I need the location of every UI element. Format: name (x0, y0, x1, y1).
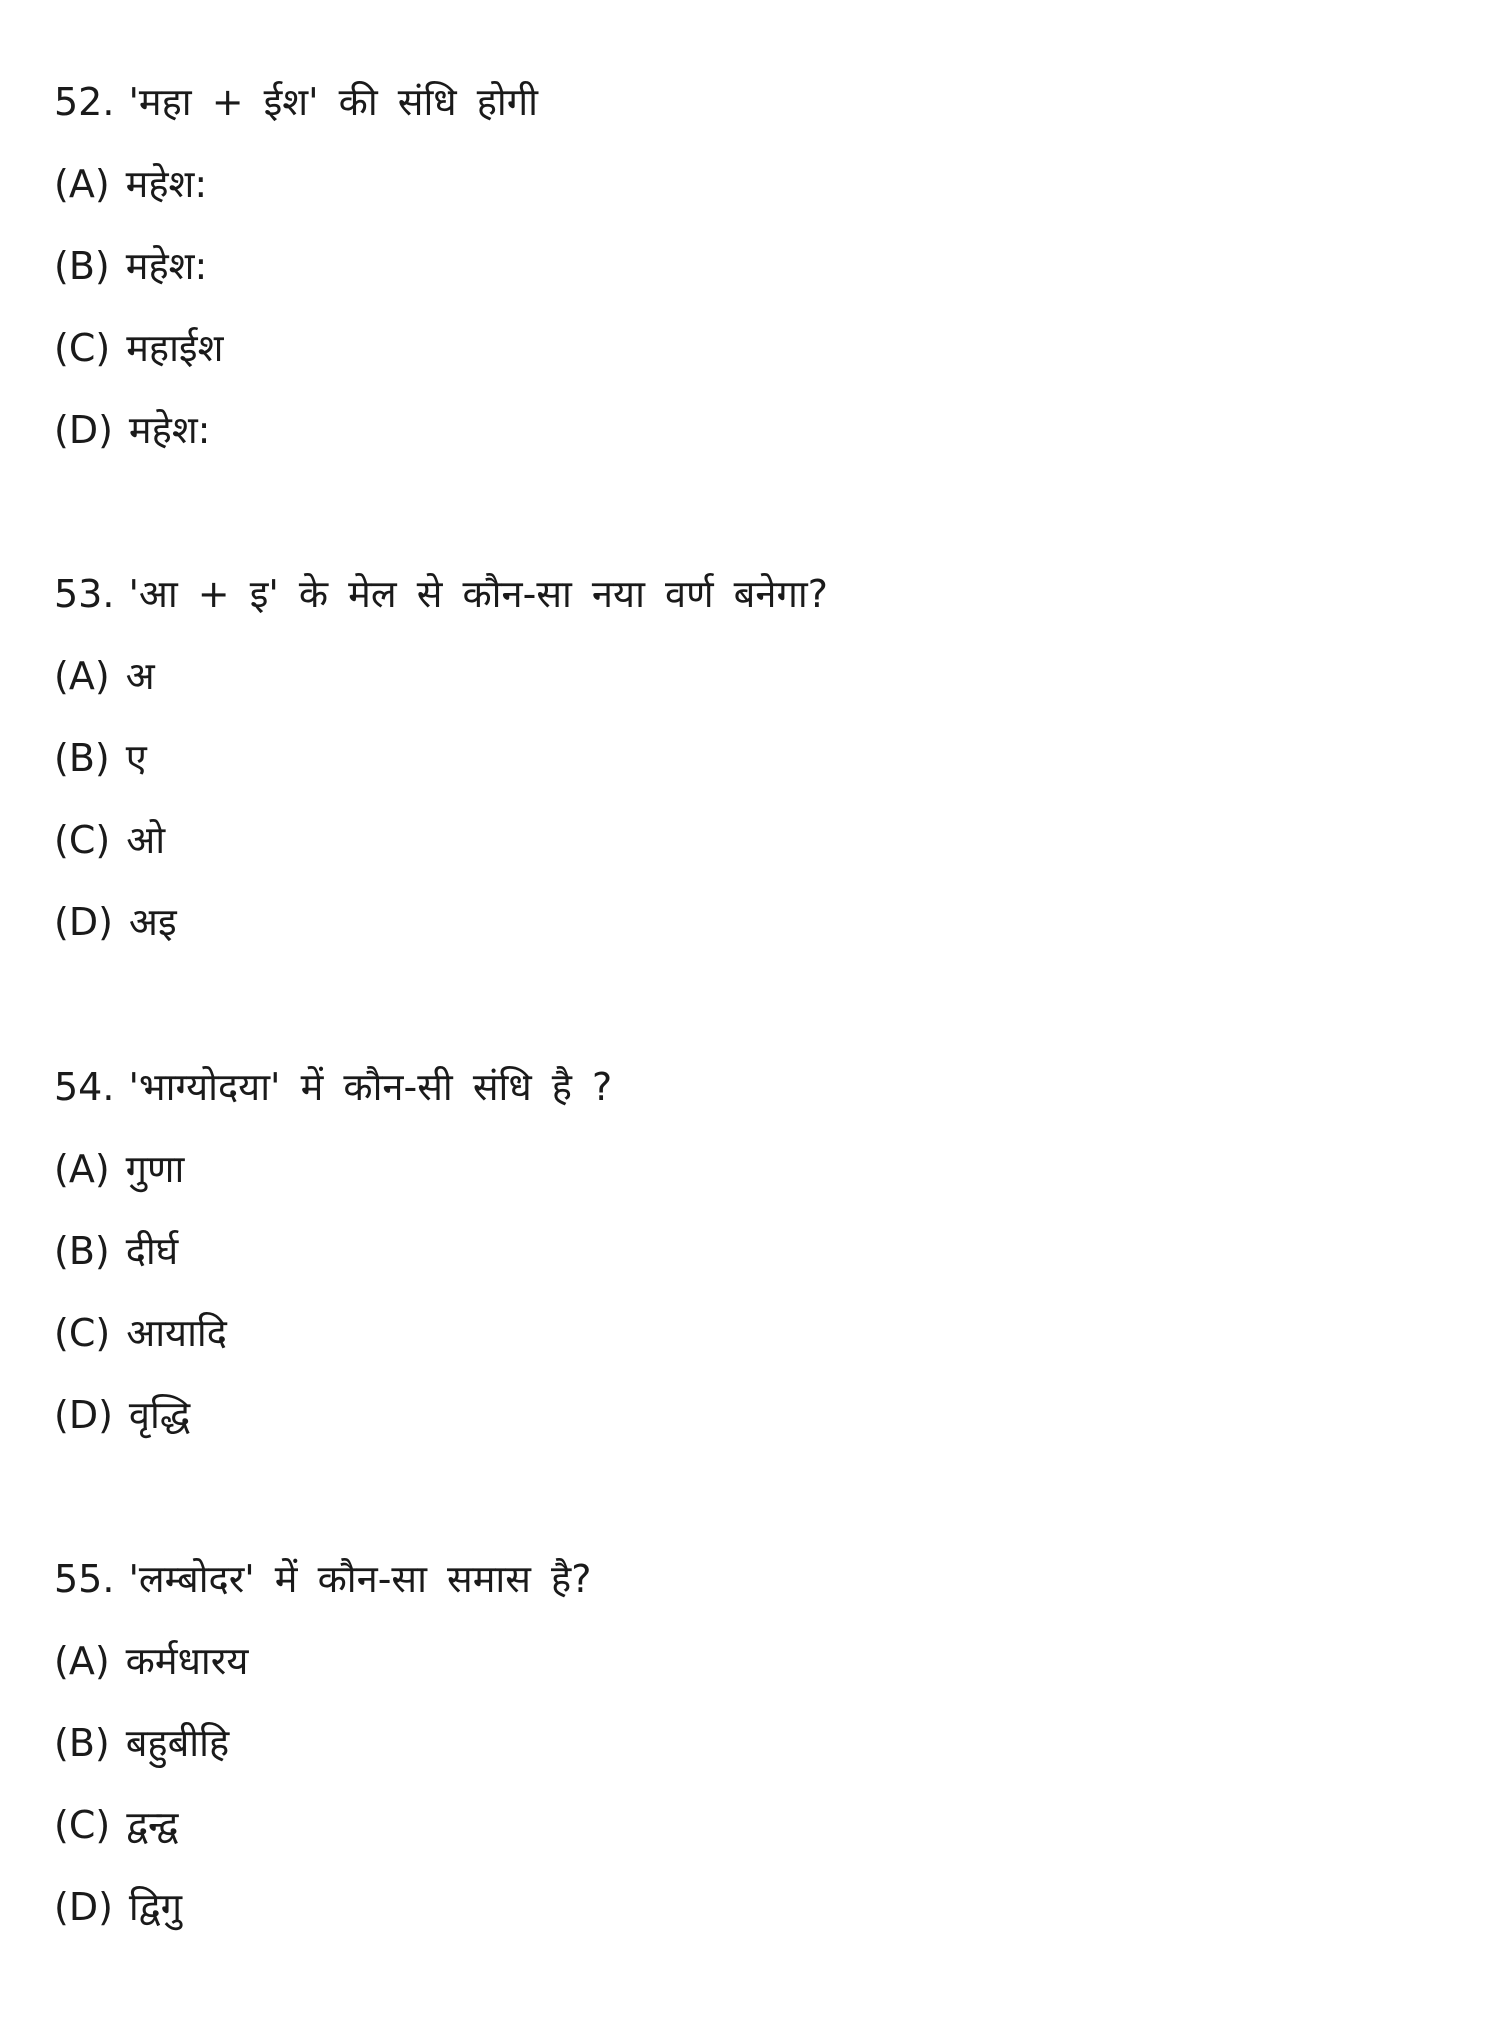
option-text: ए (125, 736, 147, 780)
option-label: (A) (54, 654, 110, 698)
option-text: महेश: (128, 408, 211, 452)
question-number: 55. (54, 1557, 115, 1601)
option-b (54, 1713, 1454, 1795)
question-55 (54, 1549, 1454, 1959)
option-text: अइ (128, 900, 177, 944)
option-c (54, 1303, 1454, 1385)
question-number: 54. (54, 1065, 115, 1109)
question-text-line (54, 564, 1454, 646)
option-b (54, 728, 1454, 810)
option-label: (D) (54, 408, 113, 452)
question-54 (54, 1057, 1454, 1467)
option-text: कर्मधारय (125, 1639, 249, 1683)
option-a (54, 646, 1454, 728)
option-label: (B) (54, 1721, 110, 1765)
option-label: (D) (54, 900, 113, 944)
question-text: 'लम्बोदर' में कौन-सा समास है? (128, 1557, 592, 1601)
option-text: द्वन्द्व (126, 1803, 179, 1847)
option-text: द्विगु (128, 1885, 183, 1929)
option-a (54, 154, 1454, 236)
question-text: 'भाग्योदया' में कौन-सी संधि है ? (128, 1065, 613, 1109)
option-a (54, 1139, 1454, 1221)
option-text: बहुबीहि (125, 1721, 230, 1765)
question-number: 52. (54, 80, 115, 124)
option-text: वृद्धि (128, 1393, 191, 1437)
question-text-line (54, 1057, 1454, 1139)
question-52 (54, 72, 1454, 482)
option-c (54, 810, 1454, 892)
option-a (54, 1631, 1454, 1713)
option-text: महेश: (125, 244, 208, 288)
question-text: 'महा + ईश' की संधि होगी (128, 80, 538, 124)
option-text: गुणा (125, 1147, 185, 1191)
question-53 (54, 564, 1454, 974)
option-d (54, 892, 1454, 974)
option-text: महेश: (125, 162, 208, 206)
option-text: महाईश (126, 326, 224, 370)
option-b (54, 236, 1454, 318)
option-text: ओ (126, 818, 166, 862)
option-text: अ (125, 654, 155, 698)
option-b (54, 1221, 1454, 1303)
option-label: (C) (54, 326, 111, 370)
option-label: (B) (54, 736, 110, 780)
option-label: (C) (54, 1311, 111, 1355)
option-label: (B) (54, 1229, 110, 1273)
option-label: (C) (54, 818, 111, 862)
option-label: (A) (54, 1147, 110, 1191)
option-label: (A) (54, 1639, 110, 1683)
option-label: (B) (54, 244, 110, 288)
option-c (54, 318, 1454, 400)
option-label: (A) (54, 162, 110, 206)
option-text: दीर्घ (125, 1229, 179, 1273)
question-text-line (54, 72, 1454, 154)
question-number: 53. (54, 572, 115, 616)
option-text: आयादि (126, 1311, 227, 1355)
question-text-line (54, 1549, 1454, 1631)
option-d (54, 1385, 1454, 1467)
option-d (54, 1877, 1454, 1959)
option-label: (C) (54, 1803, 111, 1847)
option-c (54, 1795, 1454, 1877)
option-label: (D) (54, 1393, 113, 1437)
option-d (54, 400, 1454, 482)
option-label: (D) (54, 1885, 113, 1929)
question-text: 'आ + इ' के मेल से कौन-सा नया वर्ण बनेगा? (128, 572, 828, 616)
